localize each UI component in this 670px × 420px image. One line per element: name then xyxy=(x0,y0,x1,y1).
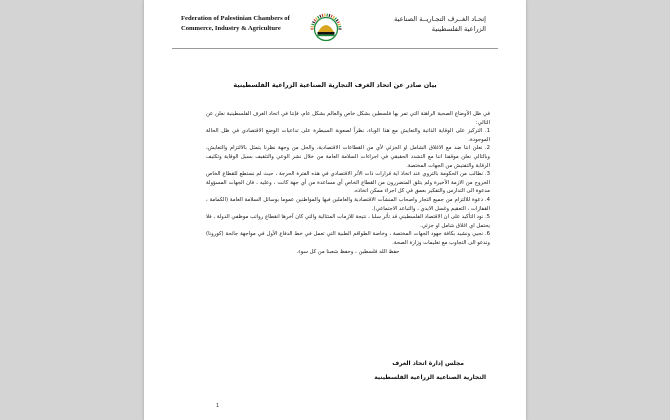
statement-item-4: 4. دعوة للالتزام من جميع التجار واصحاب المنشآت الاقتصادية والعاملين فيها والمواطنين عموما بوسائل السلامة العامة (الكمامة ، القفازات ، التعقيم وغسل الايدي ، والتباعد الاجتماعي). xyxy=(206,196,490,212)
statement-body xyxy=(206,110,490,256)
statement-intro: في ظل الأوضاع الصحية الراهنة التي تمر بها فلسطين بشكل خاص والعالم بشكل عام، فإننا في اتحاد الغرف الفلسطينية نعلن عن التالي: xyxy=(206,111,490,126)
logo-dome xyxy=(318,25,334,32)
signature-block xyxy=(374,357,486,385)
signature-line-1: مجلس إدارة اتحاد الغرف xyxy=(392,360,464,367)
logo-ray xyxy=(337,22,340,23)
statement-title: بيان صادر عن اتحاد الغرف التجارية الصناعية الزراعية الفلسطينية xyxy=(233,81,437,89)
logo-ray xyxy=(316,18,318,20)
statement-item-5: 5. نود التأكيد على ان الاقتصاد الفلسطيني قد تأثر سلبا ، نتيجة للازمات المتتالية والتي كان آخرها انقطاع رواتب موظفي الدولة ، فلا يحتمل اي اغلاق شامل او جزئي. xyxy=(206,214,490,229)
arabic-org-name: إتحـاد الغــرف التجـاريــة الصناعية الزراعية الفلسطينية xyxy=(394,15,486,33)
logo-ray xyxy=(338,24,341,25)
statement-item-1: 1. التركيز على الوقاية الذاتية والتعايش مع هذا الوباء، نظراً لصعوبة السيطرة على تداعيات الوضع الاقتصادي في ظل الحالة الموجودة. xyxy=(206,128,490,143)
signature-line-2: التجارية الصناعية الزراعية الفلسطينية xyxy=(374,374,486,381)
logo-ray xyxy=(329,14,330,17)
federation-logo-icon xyxy=(305,13,347,45)
logo-ray xyxy=(320,15,321,18)
statement-item-3: 3. نطالب من الحكومة بالتروي عند اتخاذ اية قرارات ذات الأثر الاقتصادي في هذه الفترة الحرجة ، حيث لم نستطع للقطاع الخاص الخروج من الازمة الأخيرة ولم يتلق المتضررون من القطاع الخاص أي مساعدة من أي جهة كانت ، وعليه ، فان الجهات المسؤولة مدعوة الى التدارس والتفكير بعمق في كل اجراء ممكن اتخاذه. xyxy=(206,171,490,195)
logo-ray xyxy=(334,18,336,20)
document-page xyxy=(144,0,526,420)
english-org-name: Federation of Palestinian Chambers of Commerce, Industry & Agriculture xyxy=(181,15,290,32)
logo-ray xyxy=(336,19,338,21)
page-number: 1 xyxy=(216,403,220,409)
logo-ray xyxy=(322,14,323,17)
header-divider xyxy=(172,48,498,49)
logo-ray xyxy=(314,19,316,21)
logo-ray xyxy=(311,24,314,25)
logo-ray xyxy=(318,16,320,19)
statement-closing: حفظ الله فلسطين ، وحفظ شعبنا من كل سوء. xyxy=(296,248,400,255)
statement-item-2: 2. نعلن اننا ضد مع الاغلاق الشامل او الجزئي لأي من القطاعات الاقتصادية، والحل من وجهة نظرنا يتمثل بالالتزام والتعايش، وبالتالي نعلن موقفنا اننا مع التشدد الحقيقي في اجراءات السلامة العامة من خلال نشر الوعي والتثقيف بسبل الوقاية وتكثيف الرقابة والتفتيش من الجهات المختصة. xyxy=(206,145,490,169)
logo-base xyxy=(318,32,335,35)
logo-stripe-green xyxy=(318,35,335,37)
logo-ray xyxy=(312,22,315,23)
logo-ray xyxy=(331,15,332,18)
logo-ray xyxy=(333,16,335,19)
statement-item-6: 6. نحيي ونشيد بكافة جهود الجهات المختصة ، وخاصة الطواقم الطبية التي تعمل في خط الدفاع الأول في مواجهة جائحة (كورونا) وندعو الى التجاوب مع تعليمات وزارة الصحة. xyxy=(206,231,490,246)
